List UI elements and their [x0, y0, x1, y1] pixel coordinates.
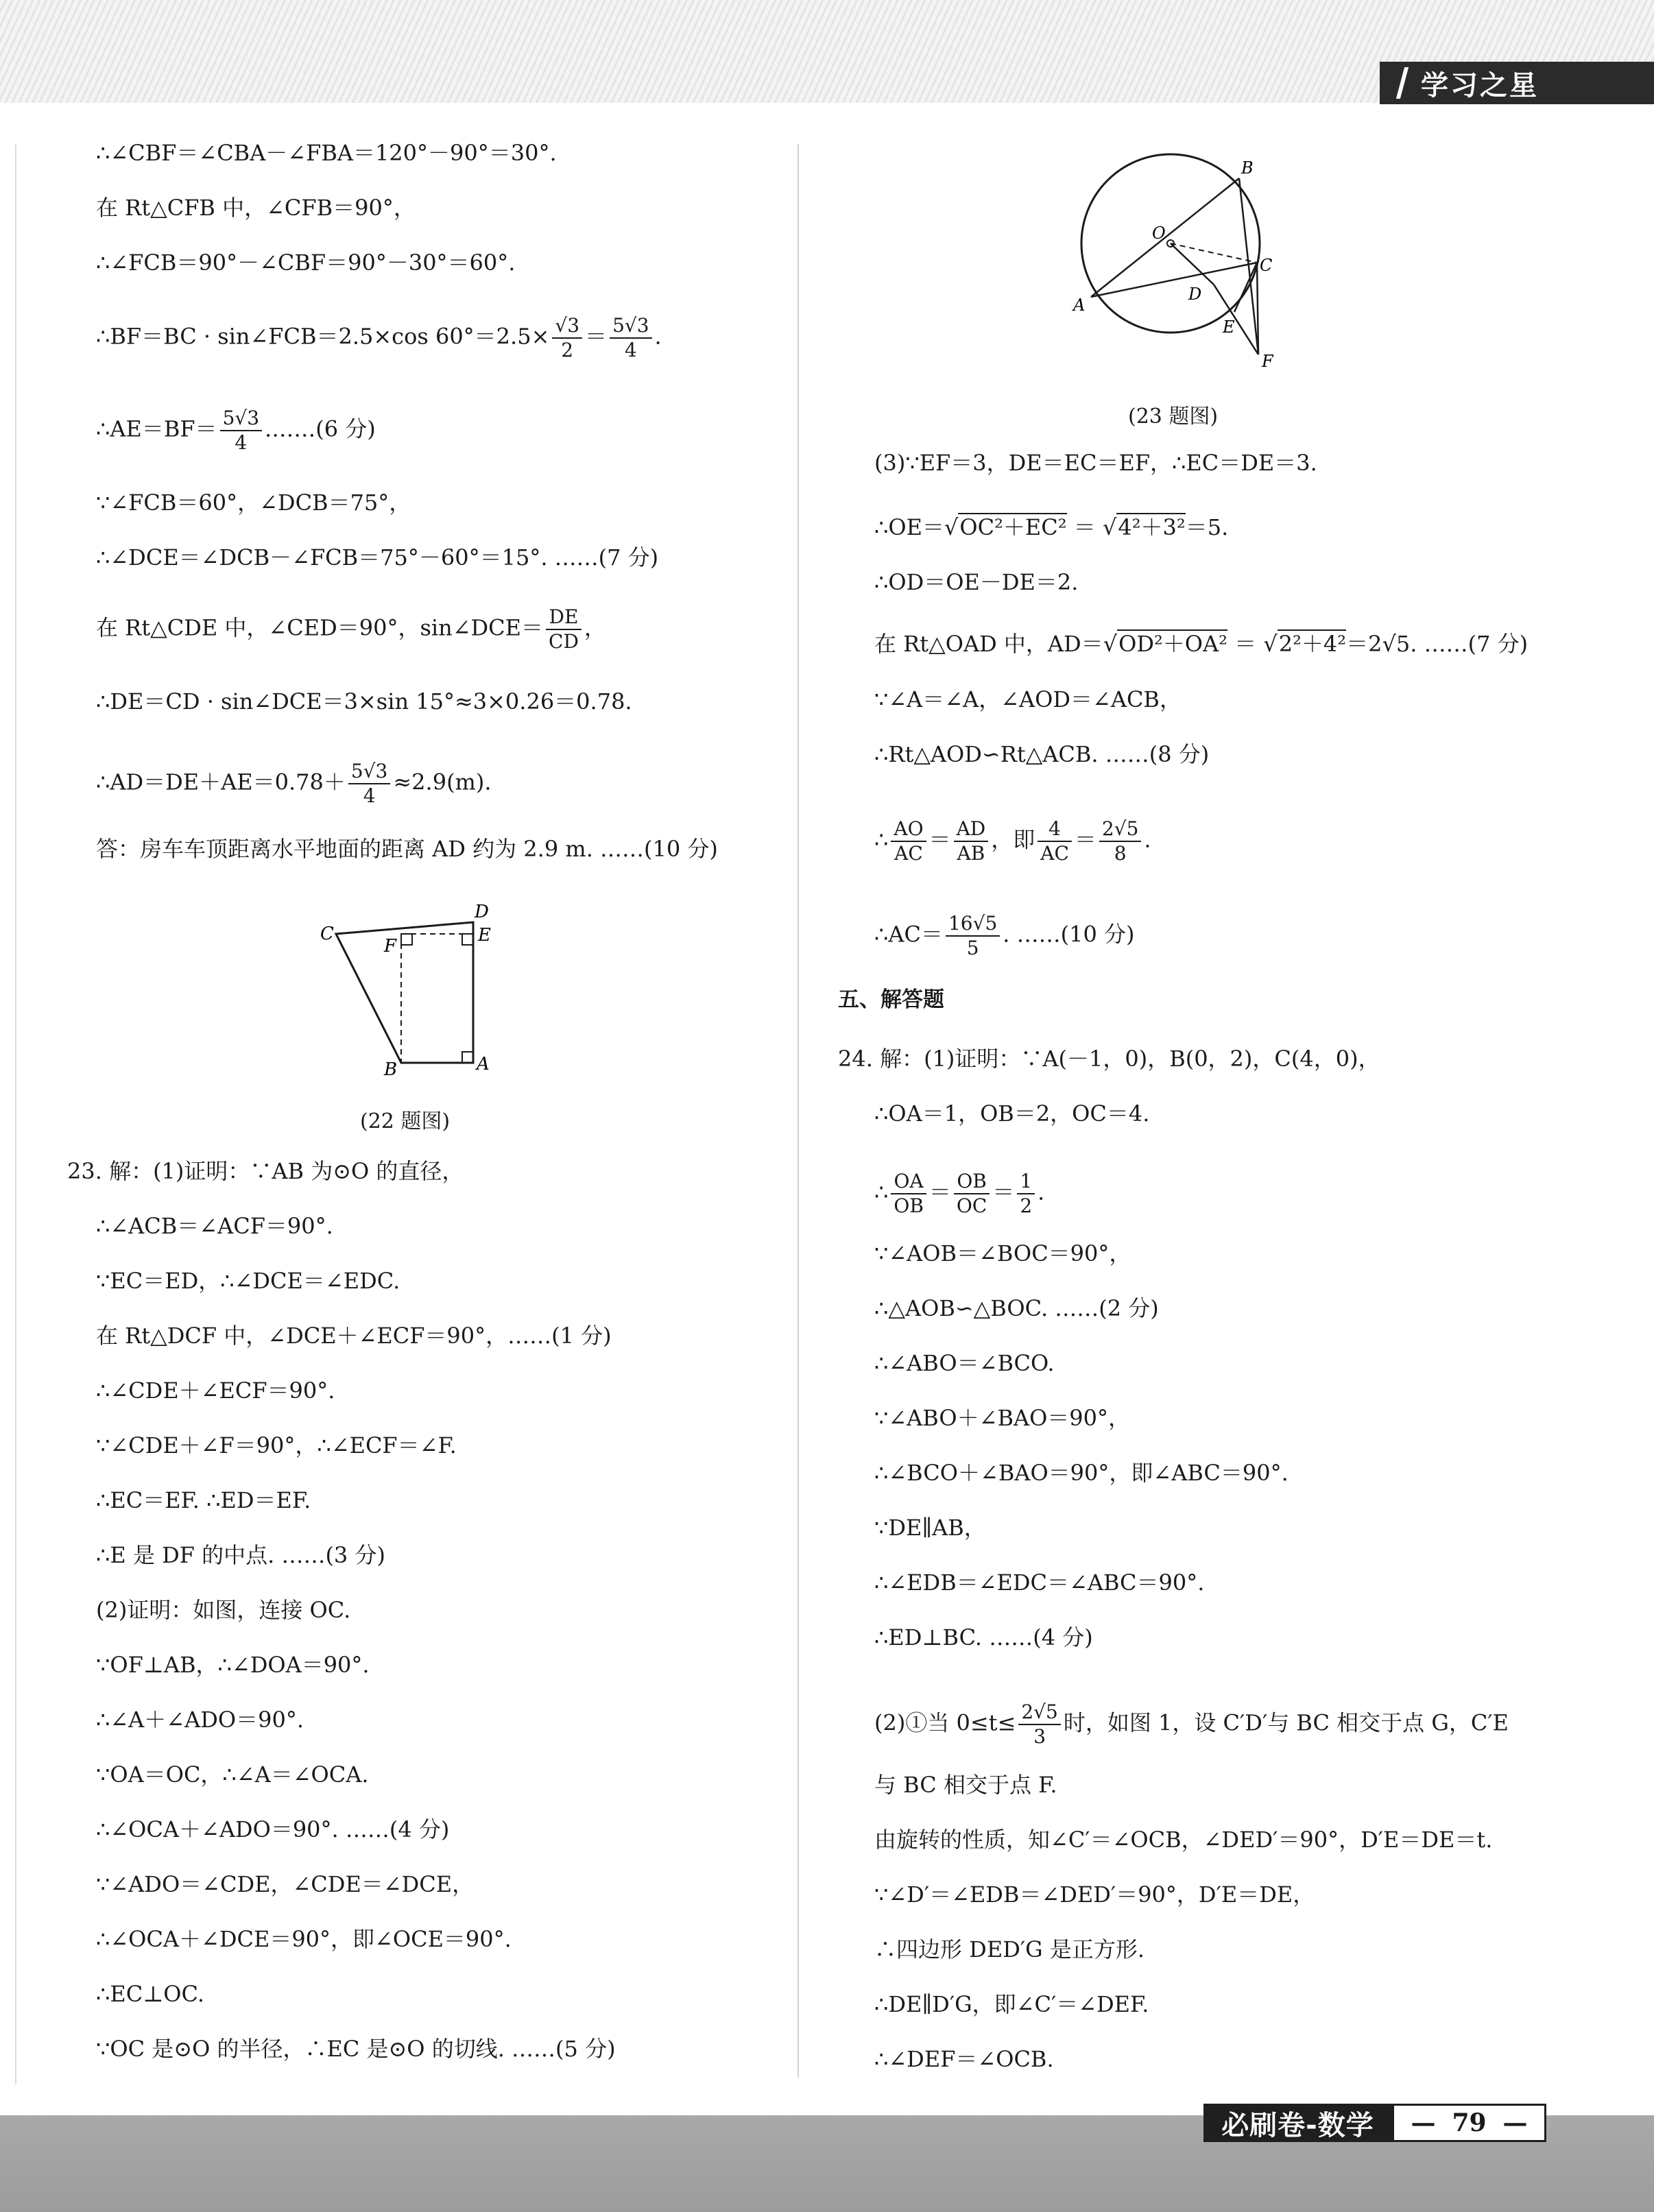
text-line: 在 Rt△OAD 中，AD＝√OD²＋OA² ＝ √2²＋4²＝2√5. ……(7 分) [874, 631, 1529, 657]
text-line: ∵∠FCB＝60°，∠DCB＝75°， [96, 490, 411, 516]
column-divider [798, 144, 799, 2078]
text-segment: ∴AD＝DE＋AE＝0.78＋ [96, 769, 346, 795]
text-line [96, 760, 492, 808]
dashed-oc [1171, 243, 1257, 263]
numerator: 5√3 [220, 407, 262, 431]
fraction [1038, 817, 1072, 865]
text-line: ∵∠D′＝∠EDB＝∠DED′＝90°，D′E＝DE， [874, 1882, 1315, 1908]
figure-22 [312, 891, 518, 1083]
numerator: 5√3 [348, 760, 390, 784]
fraction [1099, 817, 1141, 865]
text-segment: 时，如图 1，设 C′D′与 BC 相交于点 G，C′E [1063, 1709, 1509, 1736]
text-segment: ≈2.9(m). [393, 769, 492, 795]
text-segment: ∴AC＝ [874, 921, 943, 948]
numerator: 16√5 [946, 912, 1000, 937]
text-segment: ，即 [991, 826, 1035, 853]
denominator: 8 [1114, 842, 1127, 865]
text-line: 在 Rt△DCF 中，∠DCE＋∠ECF＝90°，……(1 分) [96, 1323, 612, 1349]
numerator: 2√5 [1099, 817, 1141, 842]
text-line: ∴ $\frac{AO}{AC}$ ＝ $\frac{AD}{AB}$ ，即 $\frac{4}{AC}$ ＝ $\frac{2√5}{8}$ . [874, 817, 1151, 865]
point-label: B [1241, 158, 1254, 178]
text-segment: ， [584, 614, 606, 641]
text-line: ∵∠AOB＝∠BOC＝90°， [874, 1240, 1131, 1266]
point-label: E [1223, 317, 1235, 337]
numerator: 1 [1017, 1170, 1035, 1194]
text-line: 23. 解：(1)证明：∵AB 为⊙O 的直径， [67, 1158, 464, 1184]
dash-left: — [1411, 2108, 1436, 2137]
denominator: OC [956, 1194, 987, 1217]
fraction [610, 314, 651, 362]
text-segment: ＝ [1073, 514, 1096, 540]
brand-label: 学习之星 [1380, 62, 1654, 104]
fraction [348, 760, 390, 808]
text-segment: . [1038, 1179, 1045, 1205]
text-line: ∴∠CBF＝∠CBA－∠FBA＝120°－90°＝30°. [96, 140, 557, 166]
text-segment: 在 Rt△OAD 中，AD＝ [874, 631, 1103, 657]
text-line: 答：房车车顶距离水平地面的距离 AD 约为 2.9 m. ……(10 分) [96, 836, 718, 862]
text-line: 由旋转的性质，知∠C′＝∠OCB，∠DED′＝90°，D′E＝DE＝t. [874, 1827, 1493, 1853]
text-segment: 在 Rt△CDE 中，∠CED＝90°，sin∠DCE＝ [96, 614, 544, 641]
text-line: ∴∠ACB＝∠ACF＝90°. [96, 1213, 333, 1239]
text-line: ∵∠ADO＝∠CDE，∠CDE＝∠DCE， [96, 1871, 475, 1897]
fraction [891, 817, 926, 865]
text-line: ∴△AOB∽△BOC. ……(2 分) [874, 1295, 1159, 1321]
text-segment: . [1144, 826, 1151, 853]
denominator: AB [957, 842, 985, 865]
point-label: F [1262, 352, 1273, 371]
right-angle-mark [462, 934, 473, 945]
chord-ac [1091, 263, 1257, 297]
numerator: AD [954, 817, 989, 842]
section-heading: 五、解答题 [838, 987, 944, 1012]
fraction [954, 1170, 990, 1218]
text-line: ∴∠CDE＋∠ECF＝90°. [96, 1378, 335, 1404]
text-segment: ＝2√5. ……(7 分) [1346, 631, 1529, 657]
text-line [874, 1700, 1509, 1748]
point-label: A [1073, 296, 1086, 315]
fraction [946, 912, 1000, 960]
text-segment: ∴BF＝BC · sin∠FCB＝2.5×cos 60°＝2.5× [96, 323, 550, 350]
text-segment: ∴OE＝ [874, 514, 944, 540]
left-margin-rule [15, 144, 16, 2084]
text-line: ∵∠ABO＋∠BAO＝90°， [874, 1405, 1131, 1431]
point-label: C [320, 924, 334, 944]
fraction [546, 605, 582, 653]
point-label: O [1152, 224, 1166, 243]
fraction [552, 314, 582, 362]
numerator: √3 [552, 314, 582, 339]
text-line: ∵∠A＝∠A，∠AOD＝∠ACB， [874, 686, 1182, 712]
numerator: 2√5 [1018, 1700, 1060, 1725]
text-segment: ＝5. [1185, 514, 1229, 540]
denominator: 5 [966, 937, 979, 959]
point-label: A [477, 1054, 490, 1074]
fraction [1018, 1700, 1060, 1748]
text-line: ∴OA＝1，OB＝2，OC＝4. [874, 1101, 1150, 1127]
numerator: OA [891, 1170, 926, 1194]
figure-caption: (22 题图) [360, 1109, 451, 1133]
fraction [954, 817, 989, 865]
text-line: ∵EC＝ED，∴∠DCE＝∠EDC. [96, 1268, 400, 1294]
numerator: 5√3 [610, 314, 651, 339]
text-line: ∵OC 是⊙O 的半径，∴EC 是⊙O 的切线. ……(5 分) [96, 2036, 616, 2062]
right-angle-mark [462, 1052, 473, 1063]
text-line: ∴∠DEF＝∠OCB. [874, 2046, 1054, 2072]
text-segment: . ……(10 分) [1003, 921, 1135, 948]
text-line: ∵DE∥AB， [874, 1515, 986, 1541]
numerator: DE [546, 605, 582, 630]
text-line: ∴四边形 DED′G 是正方形. [874, 1936, 1145, 1962]
fraction [891, 1170, 926, 1218]
radical: 2²＋4² [1278, 631, 1347, 657]
text-line: 24. 解：(1)证明：∵A(－1，0)，B(0，2)，C(4，0)， [838, 1046, 1380, 1072]
denominator: CD [549, 630, 579, 653]
text-segment: .……(6 分) [265, 416, 376, 442]
text-line: 与 BC 相交于点 F. [874, 1772, 1057, 1798]
point-label: D [1188, 285, 1202, 304]
denominator: 4 [235, 431, 248, 454]
numerator: AO [891, 817, 926, 842]
text-line: ∴ $\frac{OA}{OB}$ ＝ $\frac{OB}{OC}$ ＝ $\frac{1}{2}$ . [874, 1170, 1045, 1217]
text-line [96, 605, 606, 653]
text-line: ∴E 是 DF 的中点. ……(3 分) [96, 1542, 385, 1568]
point-label: C [1260, 256, 1273, 275]
radical: OD²＋OA² [1118, 631, 1227, 657]
text-line: ∴∠ABO＝∠BCO. [874, 1350, 1055, 1376]
text-segment: (2)①当 0≤t≤ [874, 1709, 1016, 1736]
fraction [1017, 1170, 1035, 1218]
numerator: 4 [1038, 817, 1072, 842]
text-segment: ∴ [874, 826, 889, 853]
text-line: ∵∠CDE＋∠F＝90°，∴∠ECF＝∠F. [96, 1432, 457, 1458]
denominator: 4 [363, 784, 376, 807]
text-line: ∵OF⊥AB，∴∠DOA＝90°. [96, 1652, 370, 1678]
footer-label: 必刷卷-数学 [1203, 2104, 1392, 2142]
point-label: B [384, 1059, 398, 1080]
point-label: E [478, 925, 491, 946]
point-label: D [475, 902, 489, 922]
radical: OC²＋EC² [959, 514, 1067, 540]
right-angle-mark [401, 934, 412, 945]
text-segment: . [654, 323, 662, 350]
text-segment: ∴AE＝BF＝ [96, 416, 217, 442]
text-line: ∴∠A＋∠ADO＝90°. [96, 1707, 304, 1733]
text-line [96, 407, 376, 455]
text-line: ∴OE＝√OC²＋EC² ＝ √4²＋3²＝5. [874, 514, 1229, 540]
text-line: ∴ED⊥BC. ……(4 分) [874, 1624, 1093, 1650]
denominator: 3 [1033, 1725, 1046, 1748]
text-line: ∴∠EDB＝∠EDC＝∠ABC＝90°. [874, 1570, 1205, 1596]
figure-23 [1066, 147, 1299, 377]
text-line: (3)∵EF＝3，DE＝EC＝EF，∴EC＝DE＝3. [874, 450, 1317, 476]
page-number: 79 [1452, 2108, 1487, 2137]
numerator: OB [954, 1170, 990, 1194]
text-line [874, 912, 1134, 960]
text-line: (2)证明：如图，连接 OC. [96, 1597, 351, 1623]
text-segment: ∴ [874, 1179, 889, 1205]
text-line: ∴∠BCO＋∠BAO＝90°，即∠ABC＝90°. [874, 1460, 1289, 1486]
denominator: AC [1040, 842, 1069, 865]
text-line: ∴BF＝BC · sin∠FCB＝2.5×cos 60°＝2.5× $\frac{√3}{2}$ ＝ $\frac{5√3}{4}$ . [96, 314, 662, 361]
text-line: ∴DE∥D′G，即∠C′＝∠DEF. [874, 1991, 1149, 2017]
point-label: F [384, 936, 397, 957]
text-line: 在 Rt△CFB 中，∠CFB＝90°， [96, 195, 416, 221]
text-line: ∴∠FCB＝90°－∠CBF＝90°－30°＝60°. [96, 250, 516, 276]
denominator: 2 [1020, 1194, 1033, 1217]
page-number-box [1392, 2104, 1546, 2142]
quadrilateral-shape [336, 922, 473, 1063]
radical: 4²＋3² [1118, 514, 1186, 540]
denominator: 2 [561, 339, 574, 361]
figure-caption: (23 题图) [1128, 405, 1219, 429]
dash-right: — [1502, 2108, 1528, 2137]
fraction [220, 407, 262, 455]
text-segment: ＝ [1234, 631, 1257, 657]
text-line: ∴EC⊥OC. [96, 1981, 205, 2007]
denominator: AC [894, 842, 923, 865]
denominator: OB [894, 1194, 924, 1217]
text-line: ∴∠DCE＝∠DCB－∠FCB＝75°－60°＝15°. ……(7 分) [96, 544, 659, 570]
text-line: ∴∠OCA＋∠ADO＝90°. ……(4 分) [96, 1816, 450, 1842]
text-line: ∴DE＝CD · sin∠DCE＝3×sin 15°≈3×0.26＝0.78. [96, 688, 632, 714]
text-line: ∴EC＝EF. ∴ED＝EF. [96, 1487, 311, 1513]
text-line: ∴∠OCA＋∠DCE＝90°，即∠OCE＝90°. [96, 1926, 512, 1952]
text-line: ∴OD＝OE－DE＝2. [874, 569, 1079, 595]
text-line: ∴Rt△AOD∽Rt△ACB. ……(8 分) [874, 741, 1210, 767]
denominator: 4 [624, 339, 637, 361]
text-line: ∵OA＝OC，∴∠A＝∠OCA. [96, 1762, 369, 1788]
